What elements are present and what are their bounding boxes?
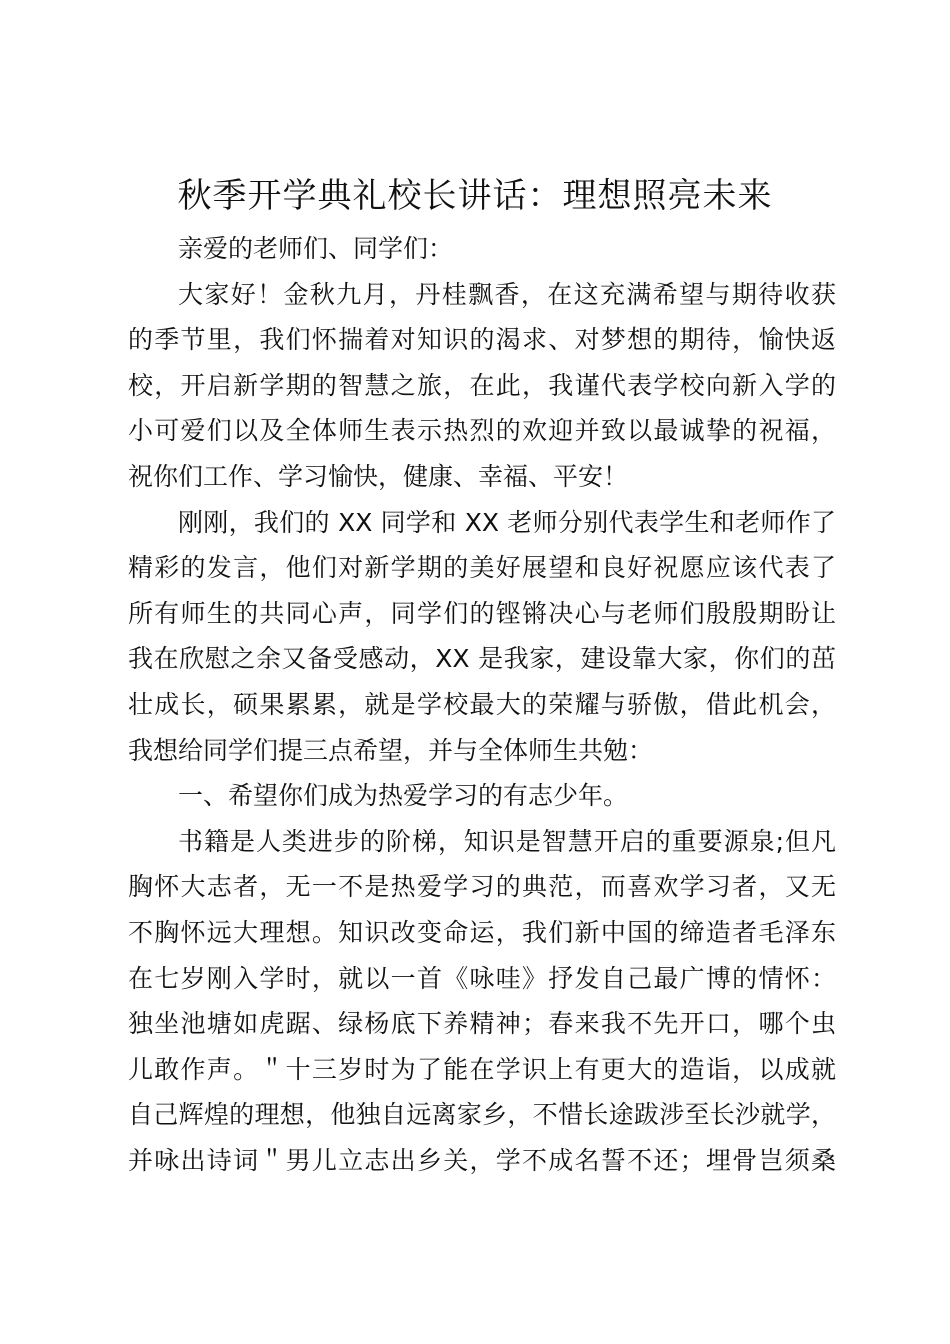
text-line: 书籍是人类进步的阶梯，知识是智慧开启的重要源泉;但凡	[178, 826, 836, 856]
text-line: 在七岁刚入学时，就以一首《咏哇》抒发自己最广博的情怀：	[128, 963, 836, 993]
text-line: 校，开启新学期的智慧之旅，在此，我谨代表学校向新入学的	[128, 370, 836, 400]
text-line: 一、希望你们成为热爱学习的有志少年。	[178, 781, 629, 811]
text-line: 精彩的发言，他们对新学期的美好展望和良好祝愿应该代表了	[128, 553, 836, 583]
text-line: 胸怀大志者，无一不是热爱学习的典范，而喜欢学习者，又无	[128, 872, 836, 902]
text-line: 的季节里，我们怀揣着对知识的渴求、对梦想的期待，愉快返	[128, 325, 836, 355]
text-line: 所有师生的共同心声，同学们的铿锵决心与老师们殷殷期盼让	[128, 598, 836, 628]
text-line: 我在欣慰之余又备受感动，XX 是我家，建设靠大家，你们的茁	[128, 644, 836, 674]
text-line: 小可爱们以及全体师生表示热烈的欢迎并致以最诚挚的祝福，	[128, 416, 836, 446]
text-line: 不胸怀远大理想。知识改变命运，我们新中国的缔造者毛泽东	[128, 917, 836, 947]
text-line: 大家好！金秋九月，丹桂飘香，在这充满希望与期待收获	[178, 279, 836, 309]
text-line: 我想给同学们提三点希望，并与全体师生共勉：	[128, 735, 654, 765]
text-line: 祝你们工作、学习愉快，健康、幸福、平安！	[128, 461, 629, 491]
text-line: 并咏出诗词＂男儿立志出乡关，学不成名誓不还；埋骨岂须桑	[128, 1145, 836, 1175]
text-line: 亲爱的老师们、同学们：	[178, 234, 454, 263]
document-body	[128, 226, 836, 1183]
text-line: 独坐池塘如虎踞、绿杨底下养精神；春来我不先开口，哪个虫	[128, 1009, 836, 1039]
text-line: 儿敢作声。＂十三岁时为了能在学识上有更大的造诣，以成就	[128, 1054, 836, 1084]
document-title: 秋季开学典礼校长讲话：理想照亮未来	[177, 176, 773, 216]
text-line: 刚刚，我们的 XX 同学和 XX 老师分别代表学生和老师作了	[178, 507, 836, 537]
text-line: 自己辉煌的理想，他独自远离家乡，不惜长途跋涉至长沙就学，	[128, 1100, 836, 1130]
text-line: 壮成长，硕果累累，就是学校最大的荣耀与骄傲，借此机会，	[128, 689, 836, 719]
